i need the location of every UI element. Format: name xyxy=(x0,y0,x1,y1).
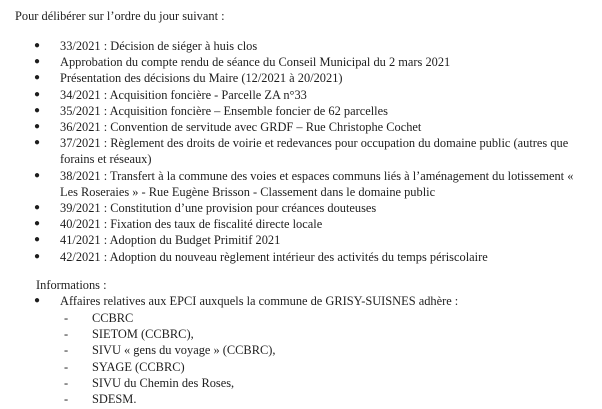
epci-item-text: SDESM. xyxy=(92,392,137,407)
agenda-item-text: 33/2021 : Décision de siéger à huis clos xyxy=(60,39,258,53)
agenda-item-text: 40/2021 : Fixation des taux de fiscalité directe locale xyxy=(60,217,323,232)
epci-item xyxy=(0,326,602,342)
epci-item xyxy=(0,342,602,358)
agenda-item-text: Approbation du compte rendu de séance du Conseil Municipal du 2 mars 2021 xyxy=(60,55,451,70)
agenda-item-text: 37/2021 : Règlement des droits de voirie et redevances pour occupation du domaine public (autres que forains et réseaux) xyxy=(60,136,569,167)
agenda-item xyxy=(0,38,602,54)
dash-icon: - xyxy=(64,327,69,342)
agenda-item xyxy=(0,87,602,103)
agenda-item-text: 35/2021 : Acquisition foncière – Ensemble foncier de 62 parcelles xyxy=(60,103,388,118)
epci-item xyxy=(0,375,602,391)
epci-item-text: SIVU du Chemin des Roses, xyxy=(92,375,235,390)
agenda-item xyxy=(0,232,602,248)
dash-icon: - xyxy=(64,359,69,374)
bullet-icon: ● xyxy=(34,72,41,84)
agenda-item-text: 36/2021 : Convention de servitude avec GRDF – Rue Christophe Cochet xyxy=(60,120,422,135)
epci-sub-list xyxy=(0,310,602,407)
agenda-item-text: Présentation des décisions du Maire (12/2021 à 20/2021) xyxy=(60,71,343,86)
epci-item xyxy=(0,359,602,375)
bullet-icon: ● xyxy=(34,202,41,214)
agenda-item xyxy=(0,54,602,70)
agenda-item-text: 39/2021 : Constitution d’une provision pour créances douteuses xyxy=(60,201,377,216)
agenda-item xyxy=(0,200,602,216)
bullet-icon: ● xyxy=(34,121,41,133)
epci-item-text: SYAGE (CCBRC) xyxy=(92,359,185,374)
agenda-list xyxy=(0,38,602,265)
agenda-item xyxy=(0,119,602,135)
epci-item-text: SIVU « gens du voyage » (CCBRC), xyxy=(92,343,276,358)
bullet-icon: ● xyxy=(34,88,41,100)
informations-item-text: Affaires relatives aux EPCI auxquels la commune de GRISY-SUISNES adhère : xyxy=(60,294,459,308)
bullet-icon: ● xyxy=(34,169,41,181)
dash-icon: - xyxy=(64,375,69,390)
agenda-item xyxy=(0,216,602,232)
epci-item xyxy=(0,310,602,326)
bullet-icon: ● xyxy=(34,295,41,306)
dash-icon: - xyxy=(64,392,69,407)
informations-list xyxy=(0,293,602,309)
bullet-icon: ● xyxy=(34,250,41,262)
bullet-icon: ● xyxy=(34,104,41,116)
agenda-item-text: 42/2021 : Adoption du nouveau règlement intérieur des activités du temps périscolaire xyxy=(60,249,488,264)
dash-icon: - xyxy=(64,343,69,358)
intro-text: Pour délibérer sur l’ordre du jour suivant : xyxy=(15,9,225,23)
agenda-item-text: 34/2021 : Acquisition foncière - Parcelle ZA n°33 xyxy=(60,87,307,102)
agenda-item-text: 41/2021 : Adoption du Budget Primitif 2021 xyxy=(60,233,281,248)
agenda-item xyxy=(0,249,602,265)
bullet-icon: ● xyxy=(34,234,41,246)
bullet-icon: ● xyxy=(34,218,41,230)
bullet-icon: ● xyxy=(34,56,41,68)
agenda-item xyxy=(0,70,602,86)
informations-item xyxy=(0,293,602,309)
informations-heading: Informations : xyxy=(36,278,107,292)
agenda-item xyxy=(0,168,602,200)
agenda-item xyxy=(0,135,602,167)
bullet-icon: ● xyxy=(34,40,41,51)
bullet-icon: ● xyxy=(34,137,41,149)
agenda-item xyxy=(0,103,602,119)
epci-item-text: CCBRC xyxy=(92,311,134,325)
agenda-item-text: 38/2021 : Transfert à la commune des voies et espaces communs liés à l’aménagement du lotissement « Les Roseraies » - Rue Eugène Brisson - Classement dans le domaine public xyxy=(60,168,574,199)
dash-icon: - xyxy=(64,311,69,325)
epci-item-text: SIETOM (CCBRC), xyxy=(92,327,194,342)
epci-item xyxy=(0,391,602,407)
